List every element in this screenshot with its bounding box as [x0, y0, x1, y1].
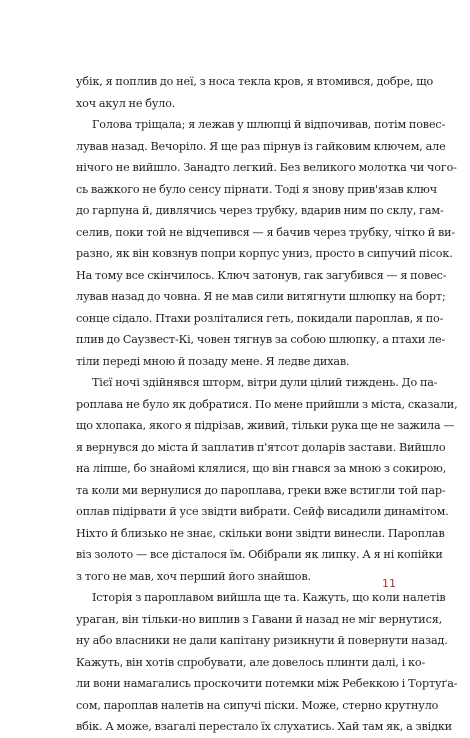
- text-line: до гарпуна й, дивлячись через трубку, вдарив ним по склу, гам-: [76, 204, 444, 217]
- text-line: Кажуть, він хотів спробувати, але довелось плинти далі, і ко-: [76, 655, 426, 669]
- page-number: 11: [382, 577, 396, 590]
- text-line: та коли ми вернулися до пароплава, греки вже встигли той пар-: [76, 483, 446, 497]
- text-line: Тієї ночі здійнявся шторм, вітри дули цілий тиждень. До па-: [92, 376, 438, 389]
- text-line: ли вони намагались проскочити потемки між Ребеккою і Тортуґа-: [76, 677, 458, 690]
- text-line: роплава не було як добратися. По мене прийшли з міста, сказали,: [76, 397, 458, 411]
- text-line: лував назад. Вечоріло. Я ще раз пірнув із гайковим ключем, але: [76, 139, 446, 153]
- text-line: тіли переді мною й позаду мене. Я ледве дихав.: [76, 354, 350, 368]
- text-line: селив, поки той не відчепився — я бачив через трубку, чітко й ви-: [76, 225, 456, 239]
- text-line: На тому все скінчилось. Ключ затонув, гак загубився — я повес-: [76, 268, 447, 282]
- text-line: з того не мав, хоч перший його знайшов.: [76, 569, 311, 583]
- body-text: [76, 71, 458, 738]
- text-line: сом, пароплав налетів на сипучі піски. Може, стерно крутнуло: [76, 698, 439, 712]
- text-line: ураган, він тільки-но виплив з Гавани й назад не міг вернутися,: [76, 612, 443, 626]
- text-line: Голова тріщала; я лежав у шлюпці й відпочивав, потім повес-: [92, 118, 446, 131]
- text-line: нічого не вийшло. Занадто легкий. Без великого молотка чи чого-: [76, 161, 457, 174]
- text-line: оплав підірвати й усе звідти вибрати. Сейф висадили динамітом.: [76, 505, 449, 518]
- text-line: віз золото — все дісталося їм. Обібрали як липку. А я ні копійки: [76, 548, 443, 561]
- text-line: вбік. А може, взагалі перестало їх слухатись. Хай там як, а звідки: [76, 720, 452, 733]
- text-line: хоч акул не було.: [76, 96, 176, 110]
- text-line: разно, як він ковзнув попри корпус униз, просто в сипучий пісок.: [76, 247, 453, 260]
- text-line: сь важкого не було сенсу пірнати. Тоді я знову прив'язав ключ: [76, 182, 438, 196]
- text-line: ну або власники не дали капітану ризикнути й повернути назад.: [76, 634, 448, 647]
- text-line: Ніхто й близько не знає, скільки вони звідти винесли. Пароплав: [76, 526, 445, 540]
- text-line: я вернувся до міста й заплатив п'ятсот доларів застави. Вийшло: [76, 440, 446, 454]
- text-line: сонце сідало. Птахи розліталися геть, покидали пароплав, я по-: [76, 311, 444, 325]
- text-line: на ліпше, бо знайомі клялися, що він гнався за мною з сокирою,: [76, 462, 447, 475]
- text-line: що хлопака, якого я підрізав, живий, тільки рука ще не зажила —: [76, 419, 455, 432]
- text-line: Історія з пароплавом вийшла ще та. Кажуть, що коли налетів: [92, 591, 446, 604]
- text-line: лував назад до човна. Я не мав сили витягнути шлюпку на борт;: [76, 290, 446, 303]
- text-line: плив до Саузвест-Кі, човен тягнув за собою шлюпку, а птахи ле-: [76, 333, 446, 346]
- text-line: убік, я поплив до неї, з носа текла кров, я втомився, добре, що: [76, 75, 434, 88]
